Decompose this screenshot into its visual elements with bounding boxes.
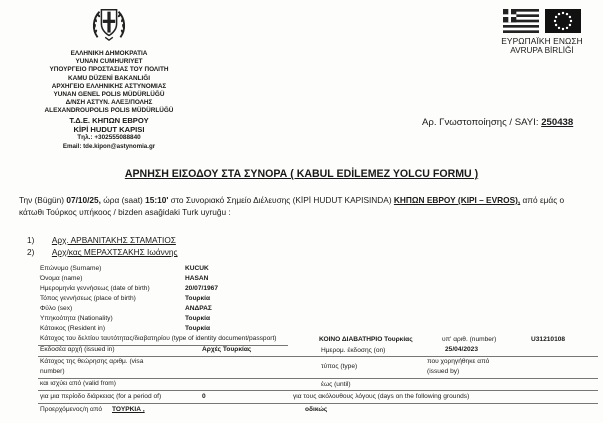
divider	[38, 378, 598, 379]
sex-value: ΑΝΔΡΑΣ	[185, 305, 212, 312]
coming-from-value: ΤΟΥΡΚΙΑ ,	[112, 406, 145, 413]
valid-from-label: και ισχύει από (valid from)	[40, 380, 116, 387]
officer-name: Αρχ/κας ΜΕΡΑΧΤΣΑΚΗΣ Ιωάννης	[51, 247, 178, 257]
eu-name-turkish: AVRUPA BİRLİĞİ	[510, 46, 574, 55]
divider	[38, 390, 598, 391]
letterhead-line: YUNAN CUMHURIYET	[75, 58, 143, 66]
period-label: για μια περίοδο διάρκειας (for a period of)	[40, 393, 162, 400]
reference-label: Αρ. Γνωστοποίησης / SAYI:	[422, 117, 539, 128]
divider	[38, 356, 598, 357]
intro-text: Την (Bügün)	[19, 195, 65, 205]
pob-label: Τόπος γεννήσεως (place of birth)	[40, 295, 136, 302]
issued-by-label: (issued by)	[427, 368, 460, 375]
reference-value: 250438	[541, 117, 574, 128]
issue-date-value: 25/04/2023	[445, 346, 479, 353]
letterhead-line: ΥΠΟΥΡΓΕΙΟ ΠΡΟΣΤΑΣΙΑΣ ΤΟΥ ΠΟΛΙΤΗ	[49, 66, 169, 74]
grounds-label: για τους ακόλουθους λόγους (days on the following grounds)	[293, 393, 470, 400]
letterhead-line: ALEXANDROUPOLIS POLIS MÜDÜRLÜĞÜ	[44, 107, 174, 115]
sex-label: Φύλο (sex)	[40, 305, 73, 312]
letterhead-line: YUNAN GENEL POLIS MÜDÜRLÜĞÜ	[53, 91, 165, 99]
document-type-value: ΚΟΙΝΟ ΔΙΑΒΑΤΗΡΙΟ Τουρκίας	[319, 336, 413, 343]
document-type-label: Κάτοχος του δελτίου ταυτότητας/διαβατηρίου (type of identity document/passport)	[40, 335, 277, 342]
dob-label: Ημερομηνία γεννήσεως (date of birth)	[40, 285, 150, 292]
intro-text: ώρα (saat)	[103, 195, 143, 205]
visa-type-label: τύπος (type)	[321, 363, 358, 370]
pob-value: Τουρκία	[185, 295, 211, 302]
road-label: οδικώς	[305, 406, 328, 413]
coming-from-label: Προερχόμενος/η από	[40, 406, 103, 413]
period-value: 0	[202, 393, 206, 400]
visa-number-label: Κάτοχος της θεώρησης αριθμ. (visa	[40, 358, 144, 365]
issue-date-label: Ημερομ. έκδοσης (on)	[321, 347, 386, 354]
officer-number: 2)	[27, 247, 35, 257]
intro-text: από εμάς ο	[522, 195, 565, 205]
issued-in-value: Αρχές Τουρκίας	[202, 346, 252, 353]
eu-name-greek: ΕΥΡΩΠΑΪΚΗ ΕΝΩΣΗ	[501, 36, 583, 46]
border-point: ΚΗΠΩΝ ΕΒΡΟΥ (KIPI – EVROS),	[393, 195, 521, 205]
surname-value: KUCUK	[185, 265, 209, 272]
document-title: ΑΡΝΗΣΗ ΕΙΣΟΔΟΥ ΣΤΑ ΣΥΝΟΡΑ ( KABUL EDİLEMEZ YOLCU FORMU )	[124, 168, 479, 180]
issued-in-label: Εκδοσέα αρχή (issued in)	[40, 346, 115, 353]
letterhead-line: ΕΛΛΗΝΙΚΗ ΔΗΜΟΚΡΑΤΙΑ	[70, 50, 148, 57]
entry-date: 07/10/25,	[66, 195, 101, 205]
valid-until-label: έως (until)	[321, 381, 351, 388]
document-number-label: υπ' αριθ. (number)	[442, 336, 497, 343]
email-address: Email: tde.kipon@astynomia.gr	[62, 142, 156, 150]
letterhead-line: Δ/ΝΣΗ ΑΣΤΥΝ. ΑΛΕΞ/ΠΟΛΗΣ	[65, 99, 153, 107]
intro-text: στο Συνοριακό Σημείο Διέλευσης (KİPİ HUDUT KAPISINDA)	[170, 195, 392, 205]
name-label: Όνομα (name)	[40, 275, 83, 282]
unit-name-greek: Τ.Δ.Ε. ΚΗΠΩΝ ΕΒΡΟΥ	[69, 115, 149, 125]
nationality-value: Τουρκία	[185, 315, 211, 322]
nationality-label: Υπηκοότητα (Nationality)	[40, 315, 113, 322]
officer-number: 1)	[27, 235, 35, 245]
divider	[38, 403, 598, 404]
entry-time: 15:10'	[145, 195, 169, 205]
unit-name-turkish: KİPİ HUDUT KAPISI	[73, 124, 145, 134]
intro-line-2: κάτωθι Τούρκος υπήκοος / bizden asağidaki Turk uyruğu :	[19, 206, 231, 217]
letterhead-line: ΑΡΧΗΓΕΙΟ ΕΛΛΗΝΙΚΗΣ ΑΣΤΥΝΟΜΙΑΣ	[51, 82, 167, 90]
phone-number: Tηλ.: +302555088840	[77, 133, 141, 141]
officer-name: Αρχ. ΑΡΒΑΝΙΤΑΚΗΣ ΣΤΑΜΑΤΙΟΣ	[51, 235, 176, 245]
name-value: HASAN	[185, 275, 209, 282]
letterhead-line: KAMU DÜZENİ BAKANLIĞI	[67, 74, 150, 82]
dob-value: 20/07/1967	[185, 285, 219, 292]
document-number-value: U31210108	[531, 336, 566, 343]
issued-by-label: που χορηγήθηκε από	[427, 358, 490, 365]
resident-label: Κάτοικος (Resident in)	[40, 325, 106, 332]
resident-value: Τουρκία	[185, 325, 211, 332]
visa-number-label: number)	[40, 368, 65, 375]
surname-label: Επώνυμο (Surname)	[40, 265, 102, 272]
